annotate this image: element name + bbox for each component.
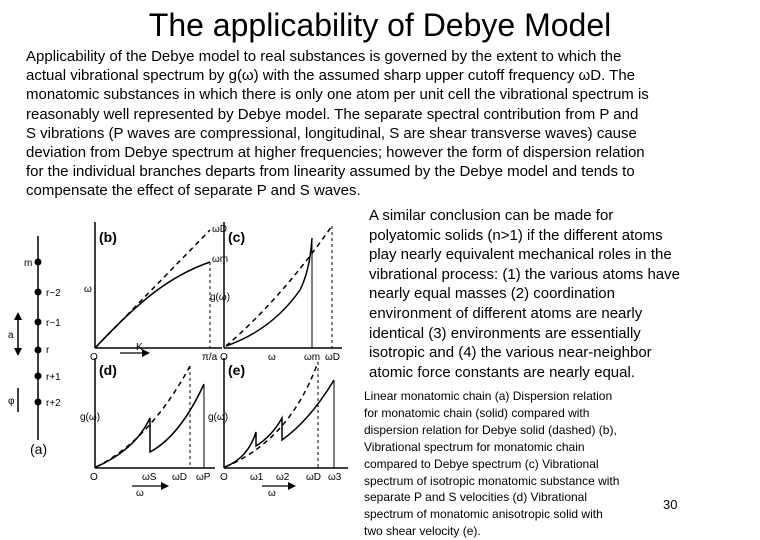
d-ps-spectrum [96,384,204,467]
c-ylabel: g(ω) [210,292,231,303]
panel-b-label: (b) [99,229,117,245]
d-debye-spectrum [96,366,190,467]
atom-r-plus-2 [35,399,42,406]
page-number: 30 [663,497,678,512]
e-origin: O [220,472,228,483]
chain-label-phi: φ [8,396,15,407]
chain-label-r-minus-1: r−1 [46,318,61,329]
c-xlabel: ω [268,352,276,363]
b-xlabel: K [136,342,143,353]
chain-label-r: r [46,345,50,356]
lattice-arrow-head-top [14,312,22,320]
chain-label-r-plus-1: r+1 [46,372,61,383]
e-label-w2: ω2 [276,472,290,483]
b-label-wm: ωm [212,254,229,265]
d-xlabel: ω [136,488,144,499]
e-xlabel: ω [268,488,276,499]
chain-label-m: m [24,258,33,269]
c-label-wm: ωm [304,352,321,363]
e-label-w3: ω3 [328,472,342,483]
c-label-wd: ωD [325,352,341,363]
panel-e-label: (e) [228,362,246,378]
b-origin: O [90,352,98,363]
intro-paragraph: Applicability of the Debye model to real substances is governed by the extent to which the actual vibrational spectrum by g(ω) with the assumed sharp upper cutoff frequency ωD. The monatomic substances in which there is only one atom per unit cell the vibrational spectrum is reasonably well represented by Debye model. The separate spectral contribution from P and S vibrations (P waves are compressional, longitudinal, S are shear transverse waves) cause deviation from Debye spectrum at higher frequencies; however the form of dispersion relation for the individual branches departs from linearity assumed by the Debye model and tends to compensate the effect of separate P and S waves. [26,48,649,200]
b-x-end: π/a [202,352,218,363]
d-label-ws: ωS [142,472,157,483]
lattice-arrow-head-bottom [14,348,22,356]
phonon-figure [0,206,362,499]
panel-a-label: (a) [30,441,48,457]
atom-r-minus-1 [35,319,42,326]
panel-c-label: (c) [228,229,246,245]
atom-r-plus-1 [35,373,42,380]
slide-title: The applicability of Debye Model [148,7,612,43]
chain-label-a: a [8,330,14,341]
b-ylabel: ω [84,284,92,295]
polyatomic-paragraph: A similar conclusion can be made for polyatomic solids (n>1) if the different atoms play nearly equivalent mechanical roles in the vibrational process: (1) the various atoms have nearly equal masses (2) coordination environment of different atoms are nearly identical (3) environments are essentially isotropic and (4) the various near-neighbor atomic force constants are nearly equal. [369,207,680,381]
atom-r-minus-2 [35,289,42,296]
chain-label-r-minus-2: r−2 [46,288,61,299]
e-ylabel: g(ω) [208,412,229,423]
chain-label-r-plus-2: r+2 [46,398,61,409]
d-origin: O [90,472,98,483]
d-label-wd: ωD [172,472,188,483]
e-label-wd: ωD [306,472,322,483]
atom-m [35,259,42,266]
b-dispersion-curve [95,262,210,348]
c-origin: O [220,352,228,363]
d-label-wp: ωP [196,472,211,483]
e-label-w1: ω1 [250,472,264,483]
figure-svg [0,206,362,499]
b-label-wd: ωD [212,224,228,235]
atom-r [35,347,42,354]
d-ylabel: g(ω) [80,412,101,423]
panel-d-label: (d) [99,362,117,378]
figure-caption: Linear monatomic chain (a) Dispersion relation for monatomic chain (solid) compared with dispersion relation for Debye solid (dashed) (b), Vibrational spectrum for monatomic chain compared to Debye spectrum (c) Vibrational spectrum of isotropic monatomic substance with separate P and S velocities (d) Vibrational spectrum of monatomic anisotropic solid with two shear velocity (e). [364,389,620,539]
c-chain-spectrum [226,238,312,346]
